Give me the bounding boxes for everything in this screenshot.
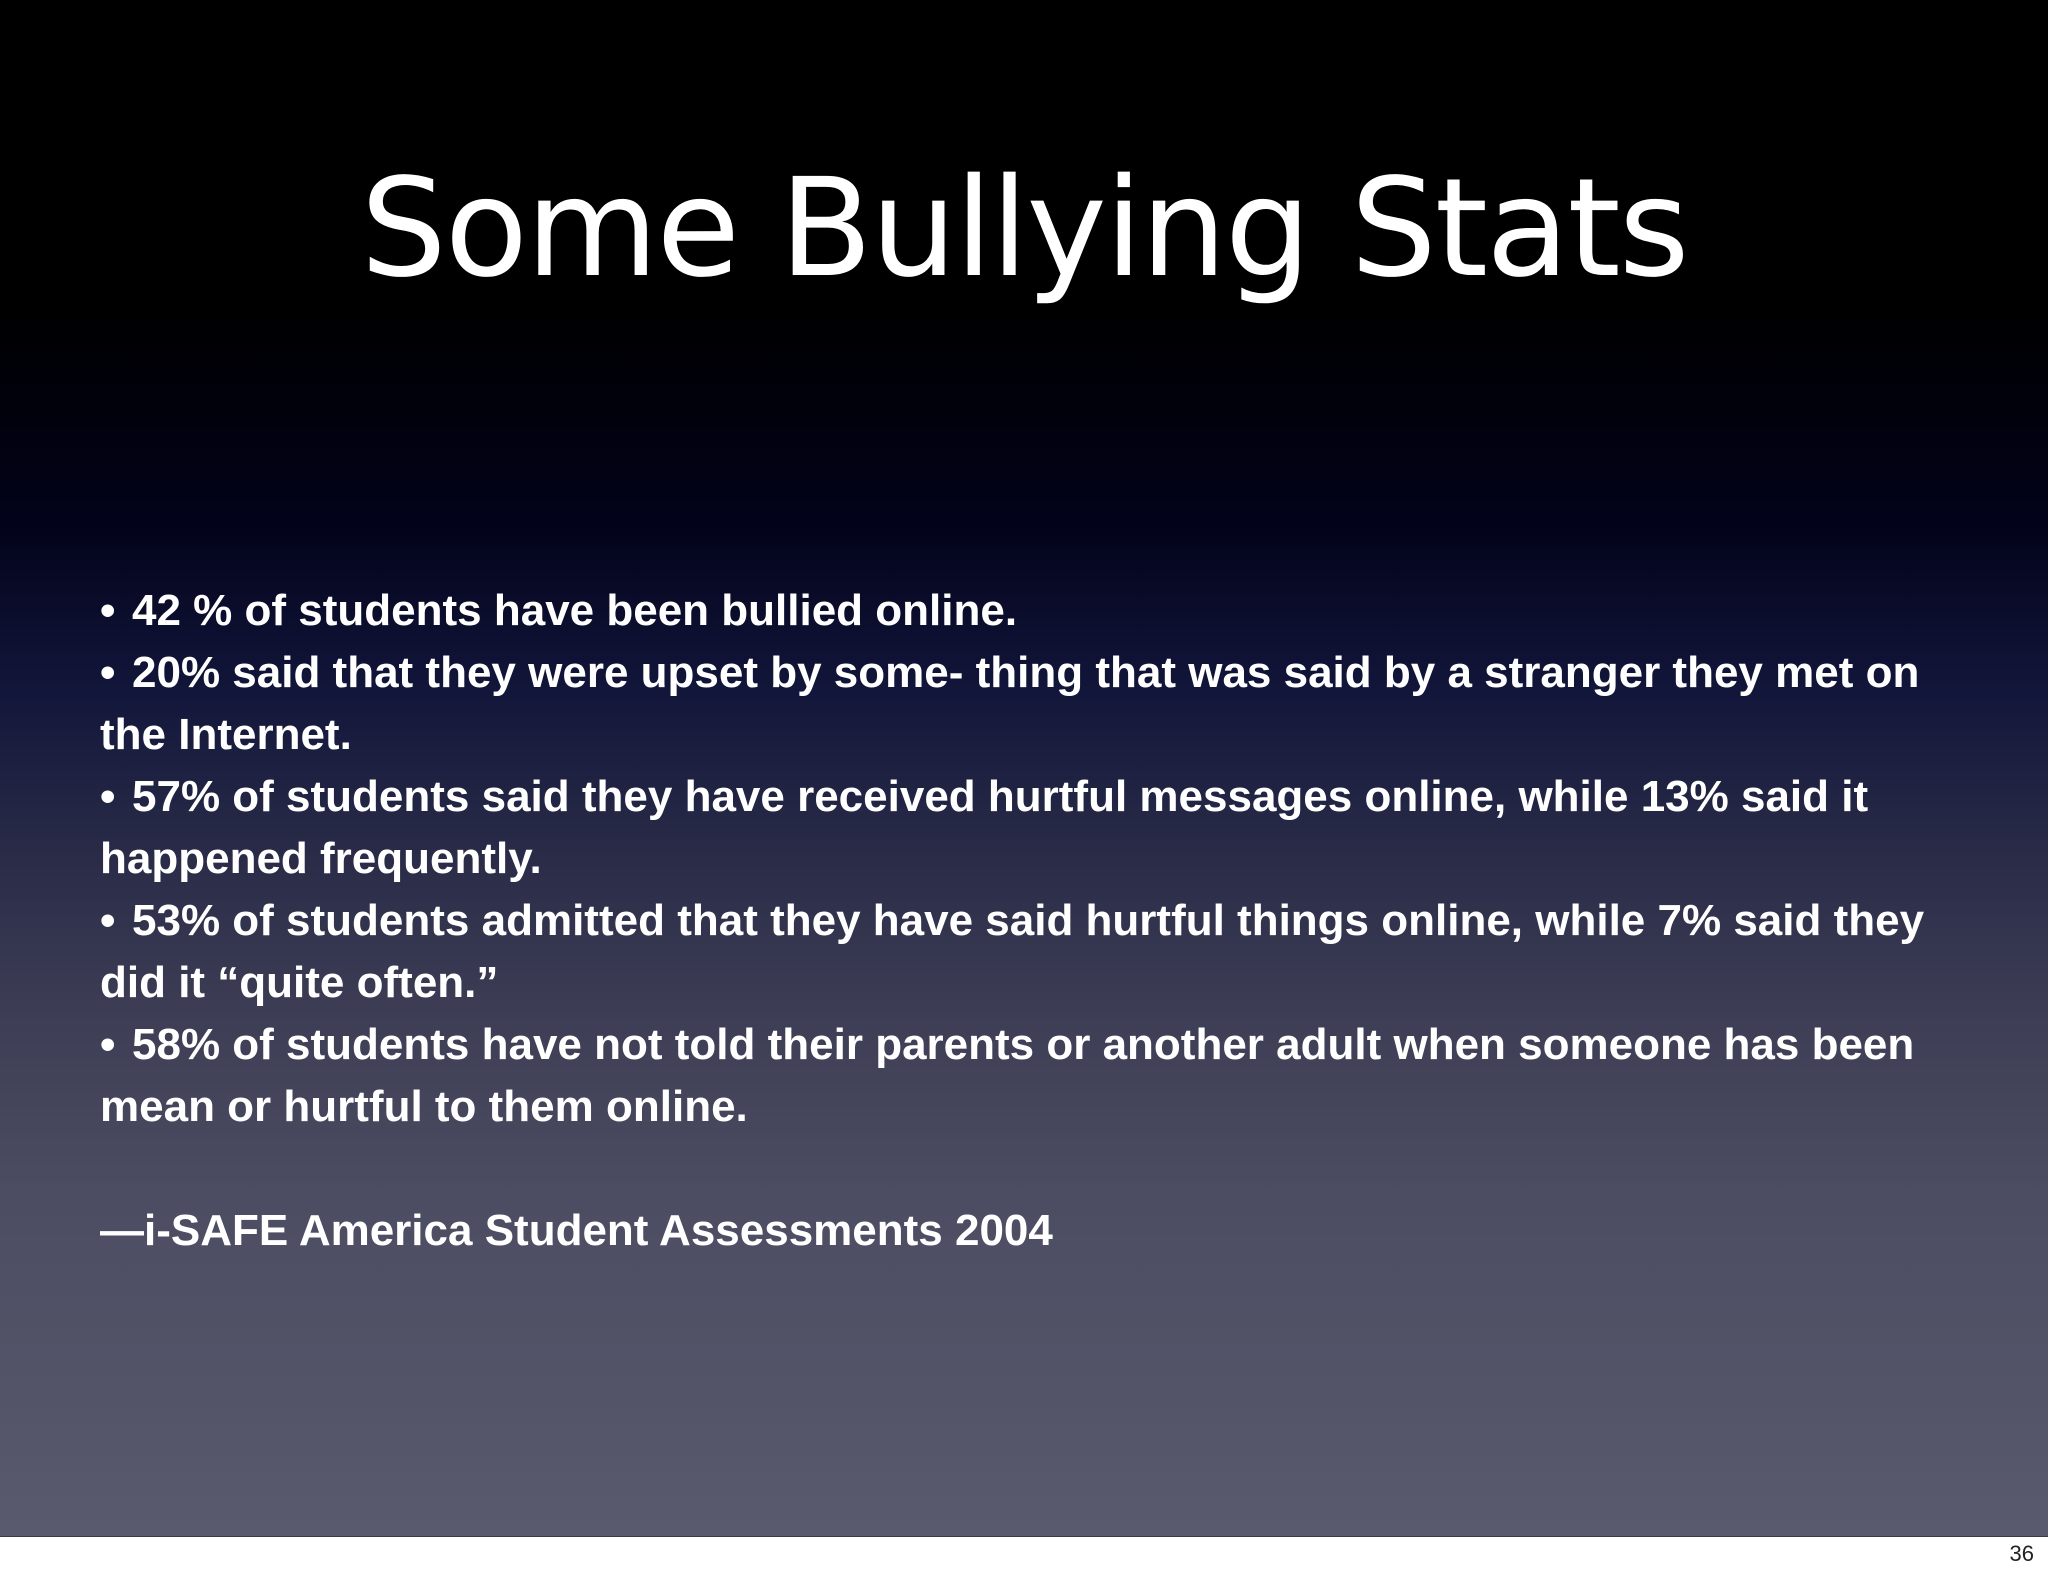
bullet-text: 42 % of students have been bullied online. <box>132 586 1018 635</box>
bullet-item <box>100 1014 1980 1138</box>
slide-title: Some Bullying Stats <box>360 150 1688 308</box>
bullet-list <box>100 580 1980 1138</box>
bullet-dot: • <box>100 586 116 635</box>
bullet-text: 57% of students said they have received hurtful messages online, while 13% said it happened frequently. <box>100 772 1869 883</box>
bullet-dot: • <box>100 1020 116 1069</box>
bullet-dot: • <box>100 896 116 945</box>
bullet-text: 58% of students have not told their parents or another adult when someone has been mean or hurtful to them online. <box>100 1020 1915 1131</box>
bullet-item <box>100 642 1980 766</box>
bullet-dot: • <box>100 772 116 821</box>
page-number: 36 <box>2009 1541 2034 1566</box>
bullet-dot: • <box>100 648 116 697</box>
bullet-item <box>100 766 1980 890</box>
bullet-item <box>100 580 1980 642</box>
bullet-text: 20% said that they were upset by some- thing that was said by a stranger they met on the Internet. <box>100 648 1920 759</box>
bullet-item <box>100 890 1980 1014</box>
source-attribution: —i-SAFE America Student Assessments 2004 <box>100 1206 1053 1255</box>
bullet-text: 53% of students admitted that they have said hurtful things online, while 7% said they did it “quite often.” <box>100 896 1925 1007</box>
